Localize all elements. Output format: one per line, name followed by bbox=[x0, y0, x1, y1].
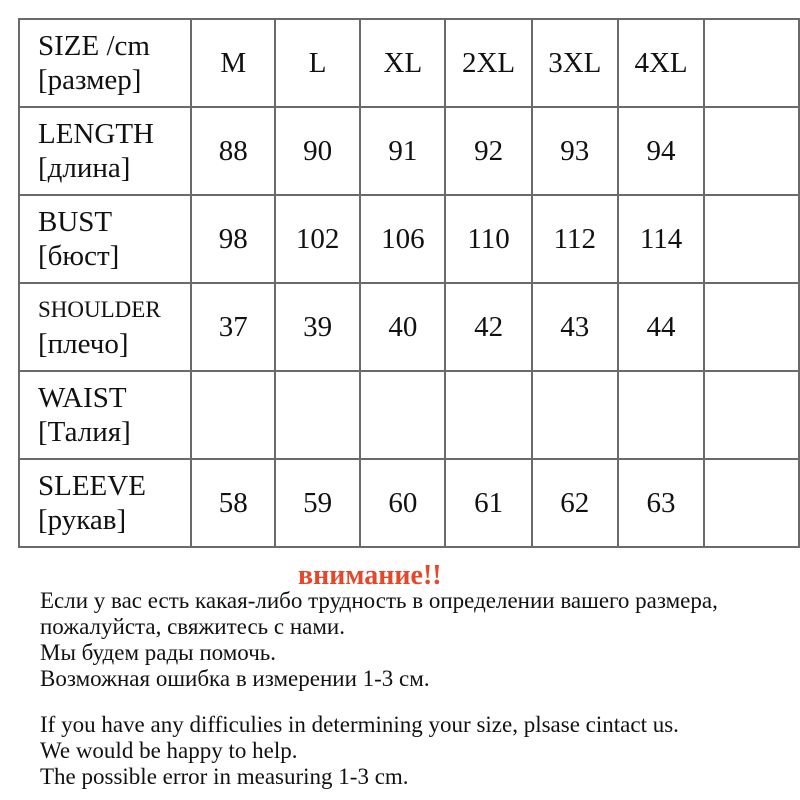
row-label-cell bbox=[19, 107, 191, 195]
header-label-ru: [размер] bbox=[38, 64, 142, 96]
notes-english bbox=[40, 712, 679, 790]
note-line: Мы будем рады помочь. bbox=[40, 640, 276, 665]
empty-cell bbox=[704, 107, 799, 195]
size-header: 3XL bbox=[532, 19, 618, 107]
value-cell: 42 bbox=[445, 283, 531, 371]
value-cell: 40 bbox=[360, 283, 445, 371]
row-label-cell bbox=[19, 371, 191, 459]
size-header: M bbox=[191, 19, 275, 107]
value-cell bbox=[360, 371, 445, 459]
size-chart-table bbox=[18, 18, 800, 548]
size-header: L bbox=[275, 19, 360, 107]
header-label-cell bbox=[19, 19, 191, 107]
empty-cell bbox=[704, 283, 799, 371]
header-label-en: SIZE /cm bbox=[38, 30, 150, 62]
value-cell: 44 bbox=[618, 283, 704, 371]
table-row bbox=[19, 107, 799, 195]
note-line: Если у вас есть какая-либо трудность в определении вашего размера, bbox=[40, 588, 718, 613]
value-cell: 102 bbox=[275, 195, 360, 283]
note-line: If you have any difficulies in determining your size, plsase cintact us. bbox=[40, 712, 679, 737]
row-label-en: BUST bbox=[38, 206, 113, 238]
value-cell bbox=[532, 371, 618, 459]
table-row bbox=[19, 283, 799, 371]
value-cell: 60 bbox=[360, 459, 445, 547]
note-line: Возможная ошибка в измерении 1-3 см. bbox=[40, 666, 430, 691]
value-cell: 39 bbox=[275, 283, 360, 371]
table-row bbox=[19, 195, 799, 283]
row-label-en: LENGTH bbox=[38, 118, 154, 150]
row-label-en: SLEEVE bbox=[38, 470, 146, 502]
value-cell bbox=[275, 371, 360, 459]
value-cell: 58 bbox=[191, 459, 275, 547]
value-cell: 98 bbox=[191, 195, 275, 283]
size-header: 4XL bbox=[618, 19, 704, 107]
note-line: пожалуйста, свяжитесь с нами. bbox=[40, 614, 345, 639]
row-label-ru: [бюст] bbox=[38, 240, 120, 272]
row-label-cell bbox=[19, 459, 191, 547]
note-line: The possible error in measuring 1-3 cm. bbox=[40, 764, 409, 789]
size-header: XL bbox=[360, 19, 445, 107]
row-label-cell bbox=[19, 283, 191, 371]
empty-cell bbox=[704, 459, 799, 547]
value-cell: 110 bbox=[445, 195, 531, 283]
value-cell: 37 bbox=[191, 283, 275, 371]
value-cell bbox=[445, 371, 531, 459]
row-label-ru: [длина] bbox=[38, 152, 131, 184]
value-cell: 92 bbox=[445, 107, 531, 195]
attention-heading: внимание!! bbox=[298, 560, 442, 591]
header-row bbox=[19, 19, 799, 107]
value-cell: 114 bbox=[618, 195, 704, 283]
table-row bbox=[19, 459, 799, 547]
empty-cell bbox=[704, 195, 799, 283]
row-label-ru: [Талия] bbox=[38, 416, 131, 448]
table-row bbox=[19, 371, 799, 459]
value-cell: 43 bbox=[532, 283, 618, 371]
value-cell bbox=[191, 371, 275, 459]
note-line: We would be happy to help. bbox=[40, 738, 298, 763]
empty-cell bbox=[704, 19, 799, 107]
value-cell: 88 bbox=[191, 107, 275, 195]
value-cell: 63 bbox=[618, 459, 704, 547]
row-label-ru: [рукав] bbox=[38, 504, 127, 536]
value-cell: 90 bbox=[275, 107, 360, 195]
value-cell: 91 bbox=[360, 107, 445, 195]
empty-cell bbox=[704, 371, 799, 459]
row-label-en: SHOULDER bbox=[38, 297, 161, 322]
value-cell: 106 bbox=[360, 195, 445, 283]
value-cell: 94 bbox=[618, 107, 704, 195]
size-header: 2XL bbox=[445, 19, 531, 107]
value-cell: 61 bbox=[445, 459, 531, 547]
notes-russian bbox=[40, 588, 718, 692]
value-cell: 112 bbox=[532, 195, 618, 283]
row-label-en: WAIST bbox=[38, 382, 127, 414]
value-cell: 59 bbox=[275, 459, 360, 547]
value-cell: 93 bbox=[532, 107, 618, 195]
row-label-cell bbox=[19, 195, 191, 283]
row-label-ru: [плечо] bbox=[38, 328, 129, 360]
value-cell: 62 bbox=[532, 459, 618, 547]
value-cell bbox=[618, 371, 704, 459]
